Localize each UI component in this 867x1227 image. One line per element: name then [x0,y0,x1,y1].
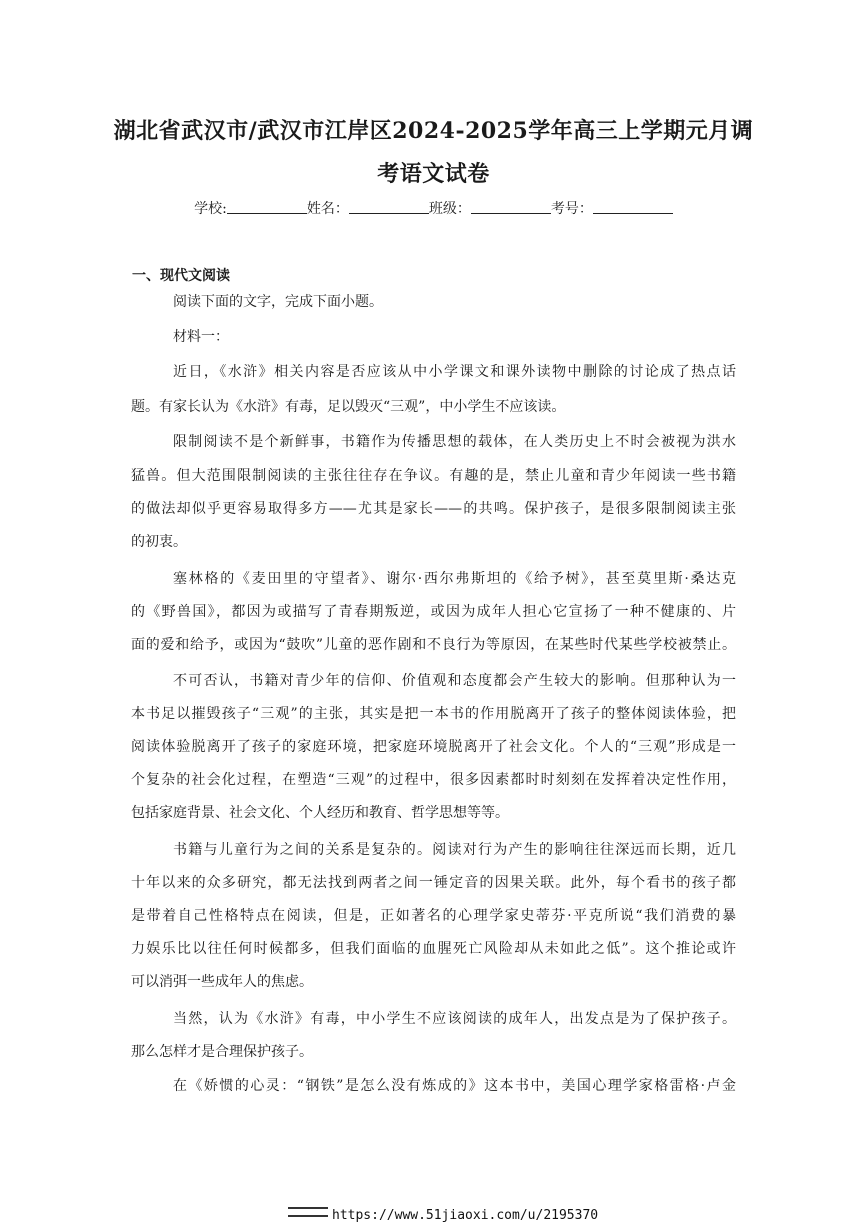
student-info-row [100,198,767,218]
paragraph-line: 十年以来的众多研究，都无法找到两者之间一锤定音的因果关联。此外，每个看书的孩子都 [131,875,736,891]
exam-title-line-2: 考语文试卷 [377,161,490,187]
paragraph-line: 书籍与儿童行为之间的关系是复杂的。阅读对行为产生的影响往往深远而长期，近几 [173,842,736,858]
paragraph-line: 是带着自己性格特点在阅读，但是，正如著名的心理学家史蒂芬·平克所说“我们消费的暴 [131,908,736,924]
paragraph-line: 面的爱和给予，或因为“鼓吹”儿童的恶作剧和不良行为等原因，在某些时代某些学校被禁止。 [131,637,736,653]
paragraph-line: 本书足以摧毁孩子“三观”的主张，其实是把一本书的作用脱离开了孩子的整体阅读体验，把 [131,706,736,722]
paragraph-line: 不可否认，书籍对青少年的信仰、价值观和态度都会产生较大的影响。但那种认为一 [173,673,736,689]
paragraph-line: 材料一： [173,329,229,345]
paragraph-line: 个复杂的社会化过程，在塑造“三观”的过程中，很多因素都时时刻刻在发挥着决定性作用， [131,772,736,788]
paragraph-line: 近日，《水浒》相关内容是否应该从中小学课文和课外读物中删除的讨论成了热点话 [173,364,736,380]
paragraph-line: 的初衷。 [131,534,187,550]
paragraph-line: 当然，认为《水浒》有毒，中小学生不应该阅读的成年人，出发点是为了保护孩子。 [173,1011,736,1027]
paragraph-line: 题。有家长认为《水浒》有毒，足以毁灭“三观”，中小学生不应该读。 [131,399,566,415]
paragraph-line: 可以消弭一些成年人的焦虑。 [131,974,313,990]
paragraph-line: 塞林格的《麦田里的守望者》、谢尔·西尔弗斯坦的《给予树》，甚至莫里斯·桑达克 [173,571,736,587]
school-label: 学校: [194,201,227,217]
paragraph-line: 猛兽。但大范围限制阅读的主张往往存在争议。有趣的是，禁止儿童和青少年阅读一些书籍 [131,468,736,484]
name-blank [349,200,429,214]
paragraph-line: 阅读下面的文字，完成下面小题。 [173,294,383,310]
exam-number-blank [593,200,673,214]
paragraph-line: 限制阅读不是个新鲜事，书籍作为传播思想的载体，在人类历史上不时会被视为洪水 [173,434,736,450]
footer-url: https://www.51jiaoxi.com/u/2195370 [332,1208,599,1223]
class-label: 班级： [428,201,471,217]
name-label: 姓名： [306,201,349,217]
paragraph-line: 那么怎样才是合理保护孩子。 [131,1044,313,1060]
section-heading: 一、现代文阅读 [132,268,230,284]
school-blank [227,200,307,214]
paragraph-line: 包括家庭背景、社会文化、个人经历和教育、哲学思想等等。 [131,805,509,821]
exam-title-line-1: 湖北省武汉市/武汉市江岸区2024-2025学年高三上学期元月调 [113,118,754,144]
paragraph-line: 阅读体验脱离开了孩子的家庭环境，把家庭环境脱离开了社会文化。个人的“三观”形成是一 [131,739,736,755]
watermark-logo [288,1207,328,1217]
paragraph-line: 力娱乐比以往任何时候都多，但我们面临的血腥死亡风险却从未如此之低”。这个推论或许 [131,941,736,957]
paragraph-line: 的《野兽国》，都因为或描写了青春期叛逆，或因为成年人担心它宣扬了一种不健康的、片 [131,604,736,620]
class-blank [471,200,551,214]
exam-number-label: 考号： [550,201,593,217]
paragraph-line: 的做法却似乎更容易取得多方——尤其是家长——的共鸣。保护孩子，是很多限制阅读主张 [131,501,736,517]
paragraph-line: 在《娇惯的心灵：“钢铁”是怎么没有炼成的》这本书中，美国心理学家格雷格·卢金 [173,1078,736,1094]
footer-watermark [288,1207,598,1223]
